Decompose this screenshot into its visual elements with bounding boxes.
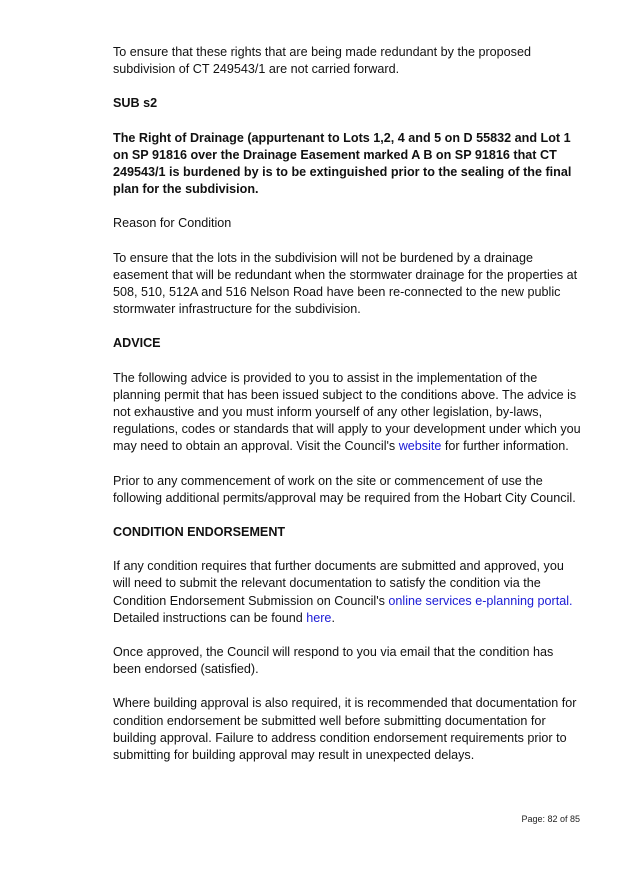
advice-paragraph-1 [113,370,583,456]
endorsement-paragraph-2: Once approved, the Council will respond to you via email that the condition has been endorsed (satisfied). [113,645,554,677]
e-planning-portal-link[interactable]: online services e-planning portal. [388,593,573,608]
endorsement-p1-middle: Detailed instructions can be found [113,610,307,625]
sub-s2-condition: The Right of Drainage (appurtenant to Lots 1,2, 4 and 5 on D 55832 and Lot 1 on SP 91816 over the Drainage Easement marked A B on SP 91816 that CT 249543/1 is burdened by is to be extinguished prior to the sealing of the final plan for the subdivision. [113,130,572,197]
here-link[interactable]: here [306,610,332,625]
sub-s2-heading: SUB s2 [113,96,158,111]
intro-paragraph: To ensure that these rights that are being made redundant by the proposed subdivision of CT 249543/1 are not carried forward. [113,45,531,77]
condition-endorsement-heading: CONDITION ENDORSEMENT [113,525,286,540]
document-page [113,44,583,764]
endorsement-paragraph-1 [113,558,583,627]
endorsement-p1-end: . [331,610,335,625]
advice-p1-text: The following advice is provided to you to assist in the implementation of the planning permit that has been issued subject to the conditions above. The advice is not exhaustive and you must inform yourself of any other legislation, by-laws, regulations, codes or standards that will apply to your development under which you may need to obtain an approval. Visit the Council's [113,370,581,454]
advice-heading: ADVICE [113,336,161,351]
advice-p1-tail: for further information. [441,439,569,454]
reason-label: Reason for Condition [113,216,232,231]
page-number: Page: 82 of 85 [521,814,580,824]
website-link[interactable]: website [398,439,442,454]
reason-text: To ensure that the lots in the subdivision will not be burdened by a drainage easement that will be redundant when the stormwater drainage for the properties at 508, 510, 512A and 516 Nelson Road have been re-connected to the new public stormwater infrastructure for the subdivision. [113,250,578,317]
advice-paragraph-2: Prior to any commencement of work on the site or commencement of use the following additional permits/approval may be required from the Hobart City Council. [113,473,576,505]
endorsement-p1-text: If any condition requires that further documents are submitted and approved, you will need to submit the relevant documentation to satisfy the condition via the Condition Endorsement Submission on Council's [113,559,564,608]
endorsement-paragraph-3: Where building approval is also required, it is recommended that documentation for condition endorsement be submitted well before submitting documentation for building approval. Failure to address condition endorsement requirements prior to submitting for building approval may result in unexpected delays. [113,696,577,763]
